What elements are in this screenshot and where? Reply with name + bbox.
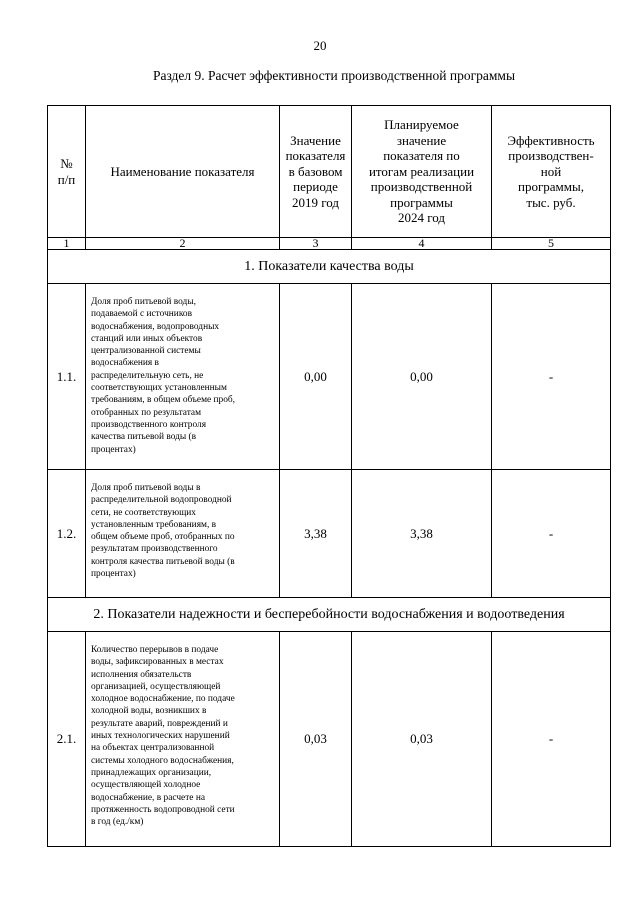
header-num-line: п/п — [57, 171, 76, 187]
base-value: 3,38 — [280, 470, 352, 598]
description-line: контроля качества питьевой воды (в — [91, 556, 235, 567]
column-number: 2 — [86, 238, 280, 250]
base-value: 0,03 — [280, 632, 352, 847]
header-planned-line: 2024 год — [398, 210, 445, 226]
description-line: иных технологических нарушений — [91, 731, 230, 742]
planned-value: 3,38 — [352, 470, 492, 598]
column-number: 3 — [280, 238, 352, 250]
description-line: требованиям, в общем объеме проб, — [91, 395, 236, 406]
header-base-line: показателя — [285, 148, 346, 164]
header-base-line: периоде — [293, 179, 338, 195]
column-number-row — [48, 238, 611, 250]
planned-value: 0,03 — [352, 632, 492, 847]
section-row — [48, 598, 611, 632]
efficiency-value: - — [492, 632, 611, 847]
header-name: Наименование показателя — [86, 106, 280, 238]
table-row — [48, 632, 611, 847]
row-description — [86, 632, 280, 847]
column-number: 5 — [492, 238, 611, 250]
description-line: системы холодного водоснабжения, — [91, 755, 234, 766]
header-efficiency-line: тыс. руб. — [526, 194, 576, 210]
description-line: установленным требованиям, в — [91, 519, 217, 530]
page-number: 20 — [313, 38, 327, 53]
description-line: результатам производственного — [91, 544, 218, 555]
header-efficiency-line: Эффективность — [507, 132, 595, 148]
header-planned — [352, 106, 492, 238]
section-title: Раздел 9. Расчет эффективности производственной программы — [152, 68, 516, 83]
description-line: водоснабжения в — [91, 358, 159, 369]
description-line: отобранных по результатам — [91, 407, 202, 418]
description-line: процентах) — [91, 569, 136, 580]
description-line: станций или иных объектов — [91, 333, 203, 344]
header-planned-line: программы — [390, 194, 453, 210]
description-line: качества питьевой воды (в — [91, 432, 197, 443]
row-description — [86, 284, 280, 470]
header-efficiency-line: программы, — [518, 179, 584, 195]
section-heading: 1. Показатели качества воды — [48, 250, 611, 284]
description-line: Доля проб питьевой воды в — [91, 483, 201, 493]
description-line: Количество перерывов в подаче — [91, 645, 219, 655]
header-efficiency-line: ной — [540, 163, 562, 179]
section-row — [48, 250, 611, 284]
header-num — [48, 106, 86, 238]
description-line: подаваемой с источников — [91, 309, 193, 320]
description-line: результате аварий, повреждений и — [91, 718, 228, 729]
row-number: 1.1. — [48, 284, 86, 470]
planned-value: 0,00 — [352, 284, 492, 470]
header-planned-line: производственной — [370, 179, 473, 195]
section-heading: 2. Показатели надежности и бесперебойности водоснабжения и водоотведения — [48, 598, 611, 632]
description-line: протяженность водопроводной сети — [91, 804, 235, 815]
header-base-line: Значение — [290, 132, 341, 148]
header-num-line: № — [60, 156, 73, 171]
efficiency-table — [47, 105, 611, 847]
column-number: 4 — [352, 238, 492, 250]
header-efficiency — [492, 106, 611, 238]
description-line: процентах) — [91, 444, 136, 455]
description-line: производственного контроля — [91, 419, 207, 430]
header-row — [48, 106, 611, 238]
description-line: в год (ед./км) — [91, 817, 144, 828]
description-line: принадлежащих организации, — [91, 767, 212, 778]
base-value: 0,00 — [280, 284, 352, 470]
description-line: организацией, осуществляющей — [91, 681, 221, 692]
description-line: соответствующих установленным — [91, 383, 227, 394]
table-row — [48, 284, 611, 470]
description-line: общем объеме проб, отобранных по — [91, 532, 235, 543]
description-line: исполнения обязательств — [91, 669, 192, 680]
description-line: осуществляющей холодное — [91, 780, 201, 791]
description-line: холодной воды, возникших в — [91, 706, 207, 717]
header-planned-line: Планируемое — [384, 117, 459, 133]
description-line: централизованной системы — [91, 346, 201, 357]
description-line: распределительную сеть, не — [91, 370, 204, 381]
description-line: холодное водоснабжение, по подаче — [91, 694, 235, 705]
description-line: Доля проб питьевой воды, — [91, 297, 196, 307]
header-base — [280, 106, 352, 238]
efficiency-value: - — [492, 284, 611, 470]
efficiency-value: - — [492, 470, 611, 598]
description-line: распределительной водопроводной — [91, 495, 232, 506]
table-row — [48, 470, 611, 598]
header-base-line: в базовом — [288, 163, 343, 179]
description-line: на объектах централизованной — [91, 743, 215, 754]
description-line: воды, зафиксированных в местах — [91, 657, 224, 668]
header-planned-line: итогам реализации — [368, 163, 475, 179]
header-base-line: 2019 год — [292, 194, 339, 210]
description-line: сети, не соответствующих — [91, 507, 196, 518]
header-efficiency-line: производствен- — [508, 148, 594, 164]
header-planned-line: значение — [396, 132, 447, 148]
header-planned-line: показателя по — [383, 148, 460, 164]
row-description — [86, 470, 280, 598]
description-line: водоснабжение, в расчете на — [91, 792, 205, 803]
description-line: водоснабжения, водопроводных — [91, 321, 220, 332]
row-number: 1.2. — [48, 470, 86, 598]
column-number: 1 — [48, 238, 86, 250]
row-number: 2.1. — [48, 632, 86, 847]
